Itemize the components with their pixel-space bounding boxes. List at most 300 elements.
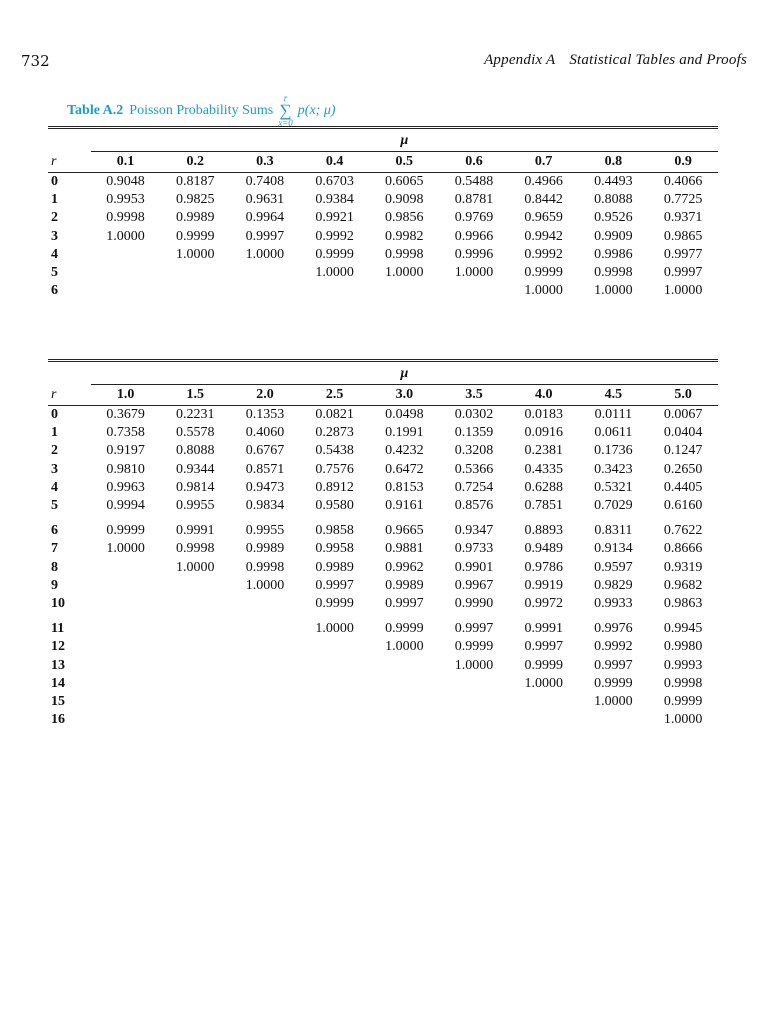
probability-cell: 0.9161 (385, 498, 424, 514)
probability-cell: 0.5438 (315, 443, 354, 459)
probability-cell: 0.4493 (594, 174, 633, 189)
summation-upper-limit: r (283, 93, 288, 104)
probability-cell: 0.9992 (594, 639, 633, 655)
probability-cell: 0.1736 (594, 443, 633, 459)
probability-cell: 0.9682 (663, 577, 703, 593)
table-caption-label: Table A.2 (67, 103, 124, 118)
probability-cell (300, 638, 370, 656)
table-row (48, 638, 718, 656)
probability-cell: 1.0000 (176, 559, 215, 575)
probability-cell: 0.9998 (663, 675, 703, 691)
poisson-table-top (48, 126, 718, 300)
table-row (48, 406, 718, 425)
r-value: 0 (51, 174, 58, 189)
r-value: 3 (51, 228, 58, 244)
mu-value-header: 0.9 (648, 152, 718, 173)
probability-cell: 0.9999 (524, 265, 563, 281)
probability-cell (509, 711, 579, 729)
probability-cell: 0.9958 (315, 541, 354, 557)
probability-cell: 0.9999 (175, 228, 215, 244)
probability-cell: 1.0000 (524, 675, 563, 691)
table-row (48, 515, 718, 540)
probability-cell: 0.4232 (385, 443, 424, 459)
probability-cell: 0.2381 (524, 443, 563, 459)
probability-cell: 0.9963 (106, 479, 145, 495)
probability-cell: 0.5578 (176, 425, 215, 441)
probability-cell (160, 595, 230, 613)
probability-cell: 0.9999 (663, 694, 703, 710)
probability-cell: 0.4405 (663, 479, 703, 495)
probability-cell: 0.9989 (245, 541, 285, 557)
probability-cell: 0.0916 (524, 425, 563, 441)
running-head-appendix: Appendix A (484, 52, 556, 68)
probability-cell (369, 711, 439, 729)
probability-cell: 0.0404 (663, 425, 703, 441)
probability-cell: 0.4966 (524, 174, 563, 189)
probability-cell: 0.9955 (245, 523, 285, 539)
probability-cell (160, 577, 230, 595)
poisson-table-bottom (48, 359, 718, 729)
probability-cell: 0.9964 (245, 210, 285, 226)
probability-cell: 0.9919 (524, 577, 563, 593)
probability-cell: 0.7408 (245, 174, 285, 189)
table-row (48, 442, 718, 460)
probability-cell: 0.9996 (454, 246, 494, 262)
probability-cell (91, 559, 161, 577)
mu-value-header: 3.0 (369, 385, 439, 406)
probability-cell: 0.9347 (454, 523, 494, 539)
mu-values-row (48, 385, 718, 406)
probability-cell (160, 657, 230, 675)
probability-cell: 0.9997 (454, 621, 494, 637)
probability-cell: 0.5488 (454, 174, 494, 189)
probability-cell (300, 282, 370, 300)
probability-cell (91, 693, 161, 711)
probability-cell: 0.9134 (594, 541, 633, 557)
probability-cell: 1.0000 (594, 694, 633, 710)
probability-cell (300, 693, 370, 711)
probability-cell: 1.0000 (106, 228, 145, 244)
r-column-header: r (48, 385, 91, 406)
r-value: 13 (51, 657, 65, 673)
r-column-header: r (48, 152, 91, 173)
probability-cell: 0.9473 (245, 479, 285, 495)
probability-cell: 0.9865 (663, 228, 703, 244)
probability-cell: 0.9901 (454, 559, 494, 575)
probability-cell: 0.9993 (663, 657, 703, 673)
probability-cell: 0.8912 (315, 479, 354, 495)
table-row (48, 264, 718, 282)
probability-cell: 0.9769 (454, 210, 494, 226)
table-row (48, 282, 718, 300)
r-value: 3 (51, 461, 58, 477)
probability-cell: 0.9810 (106, 461, 145, 477)
mu-header: μ (91, 361, 718, 385)
mu-header-spacer (48, 128, 91, 152)
probability-cell: 0.9999 (524, 657, 563, 673)
probability-cell (91, 657, 161, 675)
probability-cell (369, 657, 439, 675)
probability-cell: 1.0000 (175, 246, 215, 262)
probability-cell: 0.9997 (315, 577, 354, 593)
mu-value-header: 0.2 (160, 152, 230, 173)
probability-cell: 1.0000 (315, 621, 354, 637)
probability-cell (300, 675, 370, 693)
table-row (48, 559, 718, 577)
probability-cell (91, 246, 161, 264)
probability-cell: 0.9999 (594, 675, 633, 691)
probability-cell (91, 595, 161, 613)
probability-cell: 0.9991 (524, 621, 563, 637)
probability-cell: 0.9858 (315, 523, 354, 539)
probability-cell: 0.8088 (594, 192, 633, 208)
probability-cell (160, 711, 230, 729)
probability-cell: 0.3208 (454, 443, 494, 459)
probability-cell: 0.9942 (524, 228, 563, 244)
probability-cell: 0.1247 (663, 443, 703, 459)
probability-cell: 0.9992 (315, 228, 354, 244)
table-row (48, 577, 718, 595)
probability-cell: 0.9986 (594, 246, 633, 262)
mu-value-header: 1.0 (91, 385, 161, 406)
probability-cell: 0.8576 (454, 498, 494, 514)
probability-cell: 0.9921 (315, 210, 354, 226)
probability-cell (439, 711, 509, 729)
probability-cell (91, 675, 161, 693)
probability-cell: 1.0000 (245, 246, 285, 262)
probability-cell: 1.0000 (524, 283, 563, 299)
r-value: 4 (51, 479, 58, 495)
probability-cell: 0.9999 (106, 523, 145, 539)
probability-cell: 0.9998 (385, 246, 424, 262)
probability-cell: 0.0302 (454, 407, 494, 422)
probability-cell: 0.2231 (176, 407, 215, 422)
table-row (48, 246, 718, 264)
probability-cell (369, 675, 439, 693)
probability-cell: 0.9998 (594, 265, 633, 281)
table-row (48, 657, 718, 675)
r-value: 6 (51, 523, 58, 539)
probability-cell (439, 282, 509, 300)
probability-cell: 0.9489 (524, 541, 563, 557)
probability-cell: 0.0821 (315, 407, 354, 422)
probability-cell: 0.9733 (454, 541, 494, 557)
probability-cell: 0.9834 (245, 498, 285, 514)
probability-cell: 0.9989 (385, 577, 424, 593)
table-row (48, 173, 718, 192)
probability-cell: 0.9991 (176, 523, 215, 539)
probability-cell: 0.9665 (385, 523, 424, 539)
probability-cell (91, 711, 161, 729)
probability-cell: 0.9371 (663, 210, 703, 226)
probability-cell: 0.8153 (385, 479, 424, 495)
probability-cell: 0.9863 (663, 596, 703, 612)
probability-cell: 0.7622 (663, 523, 703, 539)
table-row (48, 461, 718, 479)
probability-cell: 0.9829 (594, 577, 633, 593)
mu-value-header: 5.0 (648, 385, 718, 406)
probability-cell: 0.9967 (454, 577, 494, 593)
probability-cell (509, 693, 579, 711)
probability-cell: 0.9526 (594, 210, 633, 226)
probability-cell: 0.2650 (663, 461, 703, 477)
probability-cell: 0.9998 (176, 541, 215, 557)
sigma-glyph: ∑ (279, 101, 292, 121)
probability-cell: 0.6065 (385, 174, 424, 189)
probability-cell: 0.9994 (106, 498, 145, 514)
probability-cell: 0.9977 (663, 246, 703, 262)
probability-cell: 0.6703 (315, 174, 354, 189)
probability-cell (230, 638, 300, 656)
probability-cell: 0.6767 (245, 443, 285, 459)
probability-cell (230, 613, 300, 638)
mu-value-header: 0.1 (91, 152, 161, 173)
probability-cell: 0.0111 (594, 407, 633, 422)
probability-cell (160, 264, 230, 282)
mu-value-header: 0.8 (578, 152, 648, 173)
probability-cell (230, 711, 300, 729)
r-value: 4 (51, 246, 58, 262)
mu-value-header: 0.3 (230, 152, 300, 173)
probability-cell (91, 613, 161, 638)
probability-cell: 0.9962 (385, 559, 424, 575)
probability-cell: 0.8311 (594, 523, 633, 539)
probability-cell: 0.3679 (106, 407, 145, 422)
probability-cell: 0.8781 (454, 192, 494, 208)
probability-cell: 0.9997 (594, 657, 633, 673)
probability-cell (91, 264, 161, 282)
probability-cell: 0.7358 (106, 425, 145, 441)
probability-cell (160, 613, 230, 638)
probability-cell: 0.4066 (663, 174, 703, 189)
mu-value-header: 4.0 (509, 385, 579, 406)
probability-cell: 0.2873 (315, 425, 354, 441)
table-body (48, 406, 718, 730)
probability-cell: 0.9814 (176, 479, 215, 495)
page-number: 732 (21, 52, 50, 70)
probability-cell: 0.9999 (315, 246, 354, 262)
probability-cell: 0.0067 (663, 407, 703, 422)
probability-cell (160, 282, 230, 300)
mu-value-header: 0.6 (439, 152, 509, 173)
probability-cell: 1.0000 (454, 265, 494, 281)
r-value: 11 (51, 621, 65, 637)
table-caption-title: Poisson Probability Sums (129, 103, 274, 118)
probability-cell (439, 693, 509, 711)
running-head (484, 52, 747, 69)
probability-cell: 0.9966 (454, 228, 494, 244)
mu-value-header: 2.5 (300, 385, 370, 406)
probability-cell: 0.9998 (245, 559, 285, 575)
r-value: 0 (51, 407, 58, 422)
probability-cell: 0.9999 (315, 596, 354, 612)
table-row (48, 424, 718, 442)
probability-cell (230, 282, 300, 300)
probability-cell: 0.5366 (454, 461, 494, 477)
probability-cell: 0.7029 (594, 498, 633, 514)
probability-cell (579, 711, 649, 729)
probability-cell (160, 693, 230, 711)
r-value: 16 (51, 712, 65, 728)
mu-value-header: 0.4 (300, 152, 370, 173)
probability-cell (300, 711, 370, 729)
probability-cell: 0.9953 (106, 192, 145, 208)
mu-header: μ (91, 128, 718, 152)
r-value: 7 (51, 541, 58, 557)
table-caption (67, 94, 336, 128)
probability-cell: 0.0611 (594, 425, 633, 441)
probability-cell: 0.9631 (245, 192, 285, 208)
probability-cell: 0.9997 (663, 265, 703, 281)
mu-value-header: 0.7 (509, 152, 579, 173)
probability-cell (160, 638, 230, 656)
probability-cell: 0.9197 (106, 443, 145, 459)
r-value: 5 (51, 265, 58, 281)
table-row (48, 209, 718, 227)
r-value: 15 (51, 694, 65, 710)
probability-cell: 0.9989 (175, 210, 215, 226)
probability-cell: 0.9384 (315, 192, 354, 208)
probability-cell (230, 675, 300, 693)
mu-header-spacer (48, 361, 91, 385)
mu-value-header: 3.5 (439, 385, 509, 406)
probability-cell: 0.9319 (663, 559, 703, 575)
probability-cell: 0.9945 (663, 621, 703, 637)
r-value: 9 (51, 577, 58, 593)
probability-cell: 0.9580 (315, 498, 354, 514)
summation-lower-limit: x=0 (278, 117, 293, 128)
probability-cell: 1.0000 (663, 283, 703, 299)
probability-cell: 0.9909 (594, 228, 633, 244)
probability-cell: 0.7725 (663, 192, 703, 208)
probability-cell: 0.0183 (524, 407, 563, 422)
probability-cell (439, 675, 509, 693)
probability-cell: 0.6288 (524, 479, 563, 495)
probability-cell: 0.9597 (594, 559, 633, 575)
probability-cell: 0.5321 (594, 479, 633, 495)
probability-cell: 0.6160 (663, 498, 703, 514)
probability-cell: 0.6472 (385, 461, 424, 477)
probability-cell: 0.8893 (524, 523, 563, 539)
mu-value-header: 1.5 (160, 385, 230, 406)
r-value: 2 (51, 443, 58, 459)
probability-cell: 1.0000 (106, 541, 145, 557)
probability-cell (91, 638, 161, 656)
probability-cell: 1.0000 (663, 712, 703, 728)
probability-function: p(x; μ) (297, 103, 336, 118)
probability-cell: 0.7851 (524, 498, 563, 514)
r-value: 5 (51, 498, 58, 514)
mu-value-header: 0.5 (369, 152, 439, 173)
probability-cell: 0.9098 (385, 192, 424, 208)
probability-cell: 0.9980 (663, 639, 703, 655)
running-head-title: Statistical Tables and Proofs (569, 52, 747, 68)
probability-cell: 0.8088 (176, 443, 215, 459)
probability-cell: 0.9989 (315, 559, 354, 575)
probability-cell: 0.9786 (524, 559, 563, 575)
probability-cell (230, 595, 300, 613)
probability-cell: 0.9972 (524, 596, 563, 612)
probability-cell: 0.9856 (385, 210, 424, 226)
probability-cell: 0.8666 (663, 541, 703, 557)
r-value: 2 (51, 210, 58, 226)
probability-cell (230, 693, 300, 711)
probability-cell: 0.9999 (454, 639, 494, 655)
probability-cell: 0.9825 (175, 192, 215, 208)
probability-cell: 0.8187 (175, 174, 215, 189)
probability-cell: 0.0498 (385, 407, 424, 422)
table-row (48, 228, 718, 246)
probability-cell: 0.7254 (454, 479, 494, 495)
probability-cell: 0.9955 (176, 498, 215, 514)
table-row (48, 479, 718, 497)
probability-cell (91, 282, 161, 300)
probability-cell (160, 675, 230, 693)
probability-cell (230, 657, 300, 675)
table-row (48, 711, 718, 729)
probability-cell: 1.0000 (594, 283, 633, 299)
probability-cell: 0.9976 (594, 621, 633, 637)
probability-cell (300, 657, 370, 675)
r-value: 12 (51, 639, 65, 655)
probability-cell: 0.9997 (245, 228, 285, 244)
r-value: 1 (51, 192, 58, 208)
probability-cell: 0.1353 (245, 407, 285, 422)
probability-cell (91, 577, 161, 595)
table-row (48, 675, 718, 693)
probability-cell (369, 282, 439, 300)
table-row (48, 497, 718, 515)
probability-cell: 0.3423 (594, 461, 633, 477)
table-row (48, 595, 718, 613)
summation-symbol (278, 94, 293, 127)
probability-cell: 1.0000 (245, 577, 285, 593)
probability-cell: 0.4335 (524, 461, 563, 477)
r-value: 14 (51, 675, 65, 691)
r-value: 1 (51, 425, 58, 441)
probability-cell (369, 693, 439, 711)
probability-cell: 0.9997 (524, 639, 563, 655)
probability-cell: 0.9990 (454, 596, 494, 612)
probability-cell: 1.0000 (315, 265, 354, 281)
probability-cell: 0.8442 (524, 192, 563, 208)
probability-cell: 0.9992 (524, 246, 563, 262)
probability-cell (230, 264, 300, 282)
probability-cell: 0.9344 (176, 461, 215, 477)
r-value: 8 (51, 559, 58, 575)
mu-value-header: 4.5 (579, 385, 649, 406)
table-row (48, 693, 718, 711)
probability-cell: 0.4060 (245, 425, 285, 441)
table-row (48, 613, 718, 638)
probability-cell: 0.9659 (524, 210, 563, 226)
mu-values-row (48, 152, 718, 173)
table-body (48, 173, 718, 301)
probability-cell: 0.9933 (594, 596, 633, 612)
probability-cell: 0.1359 (454, 425, 494, 441)
probability-cell: 1.0000 (385, 639, 424, 655)
probability-cell: 0.9048 (106, 174, 145, 189)
r-value: 10 (51, 596, 65, 612)
probability-cell: 0.9998 (106, 210, 145, 226)
table-row (48, 191, 718, 209)
r-value: 6 (51, 283, 58, 299)
probability-cell: 0.9881 (385, 541, 424, 557)
probability-cell: 0.9997 (385, 596, 424, 612)
probability-cell: 0.1991 (385, 425, 424, 441)
probability-cell: 1.0000 (385, 265, 424, 281)
probability-cell: 0.7576 (315, 461, 354, 477)
